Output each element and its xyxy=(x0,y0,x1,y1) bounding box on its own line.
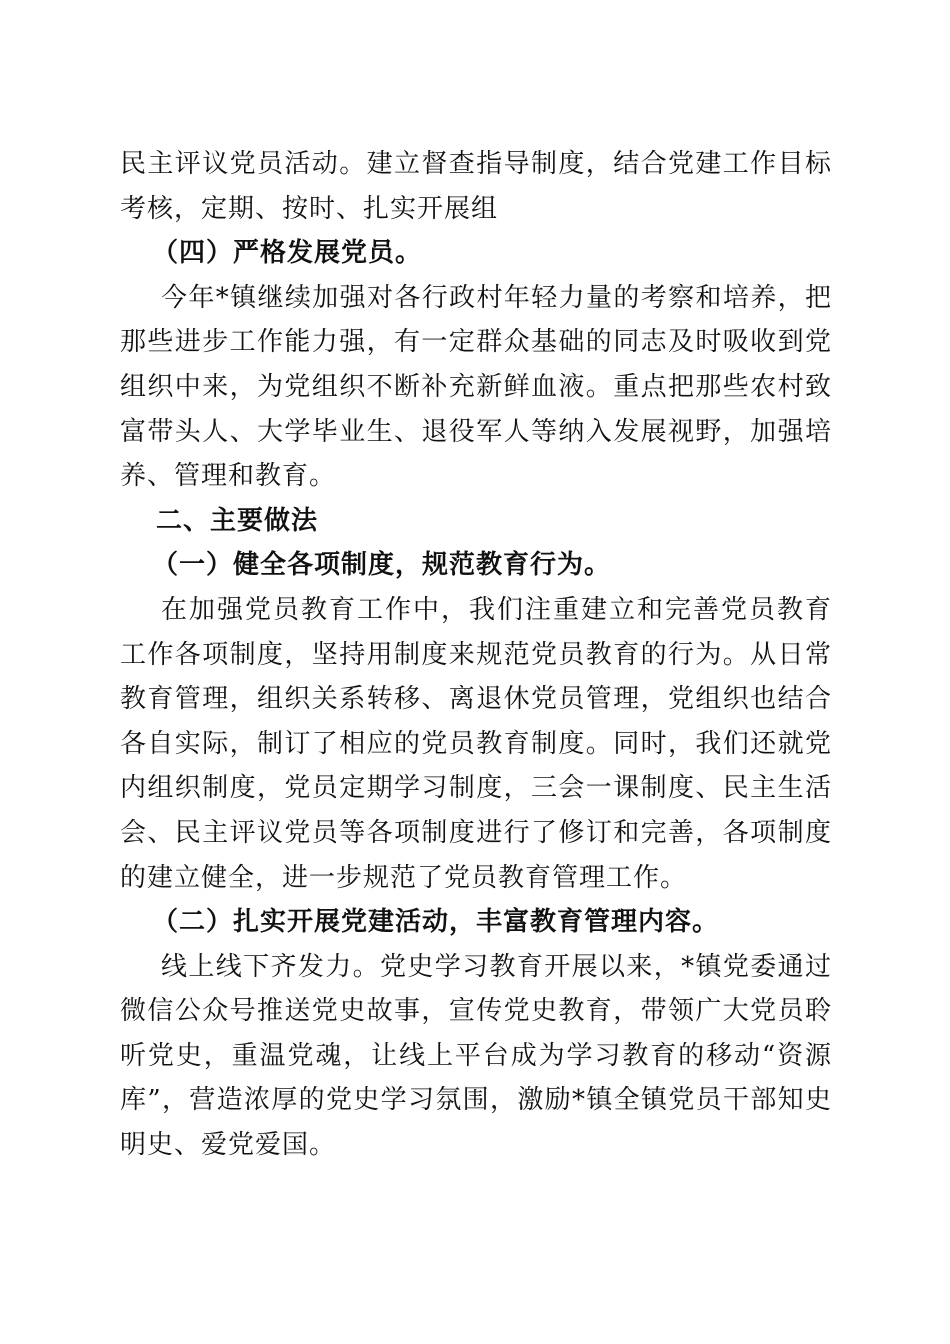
paragraph-continued: 民主评议党员活动。建立督查指导制度，结合党建工作目标考核，定期、按时、扎实开展组 xyxy=(120,149,832,224)
section-heading-systems: （一）健全各项制度，规范教育行为。 xyxy=(152,550,612,581)
paragraph-systems: 在加强党员教育工作中，我们注重建立和完善党员教育工作各项制度，坚持用制度来规范党员教育的行为。从日常教育管理，组织关系转移、离退休党员管理，党组织也结合各自实际，制订了相应的党员教育制度。同时，我们还就党内组织制度，党员定期学习制度，三会一课制度、民主生活会、民主评议党员等各项制度进行了修订和完善，各项制度的建立健全，进一步规范了党员教育管理工作。 xyxy=(120,594,832,893)
document-body xyxy=(120,142,832,1168)
paragraph-develop-members: 今年*镇继续加强对各行政村年轻力量的考察和培养，把那些进步工作能力强，有一定群众基础的同志及时吸收到党组织中来，为党组织不断补充新鲜血液。重点把那些农村致富带头人、大学毕业生、退役军人等纳入发展视野，加强培养、管理和教育。 xyxy=(120,282,832,492)
section-heading-develop-members: （四）严格发展党员。 xyxy=(152,238,423,269)
section-heading-activities: （二）扎实开展党建活动，丰富教育管理内容。 xyxy=(152,907,720,938)
paragraph-activities: 线上线下齐发力。党史学习教育开展以来，*镇党委通过微信公众号推送党史故事，宣传党史教育，带领广大党员聆听党史，重温党魂，让线上平台成为学习教育的移动“资源库”，营造浓厚的党史学习氛围，激励*镇全镇党员干部知史明史、爱党爱国。 xyxy=(120,951,832,1161)
section-heading-main-practices: 二、主要做法 xyxy=(156,505,319,536)
